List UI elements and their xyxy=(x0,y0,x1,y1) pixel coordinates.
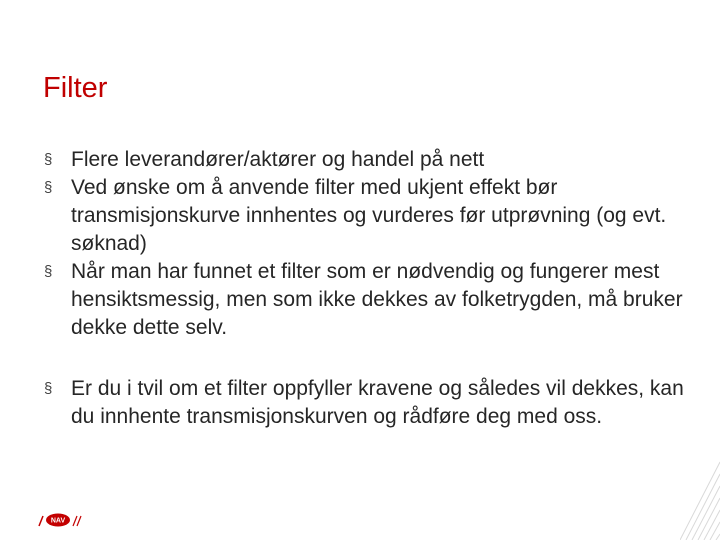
bullet-marker: § xyxy=(44,151,53,168)
slide-title: Filter xyxy=(43,72,108,104)
bullet-list xyxy=(44,146,704,431)
bullet-text: Flere leverandører/aktører og handel på nett xyxy=(71,148,485,171)
bullet-text: Er du i tvil om et filter oppfyller kravene og således vil dekkes, kan du innhente transmisjonskurven og rådføre deg med oss. xyxy=(71,377,684,428)
bullet-item xyxy=(44,174,704,258)
bullet-item xyxy=(44,375,704,431)
logo-text: NAV xyxy=(50,517,66,525)
nav-logo xyxy=(38,512,82,528)
decorative-corner-lines xyxy=(680,460,720,540)
bullet-marker: § xyxy=(44,380,53,397)
bullet-text: Ved ønske om å anvende filter med ukjent effekt bør transmisjonskurve innhentes og vurderes før utprøvning (og evt. søknad) xyxy=(71,176,667,255)
bullet-item xyxy=(44,146,704,174)
bullet-item xyxy=(44,258,704,342)
bullet-marker: § xyxy=(44,263,53,280)
bullet-text: Når man har funnet et filter som er nødvendig og fungerer mest hensiktsmessig, men som ikke dekkes av folketrygden, må bruker dekke dette selv. xyxy=(71,260,683,339)
bullet-marker: § xyxy=(44,179,53,196)
